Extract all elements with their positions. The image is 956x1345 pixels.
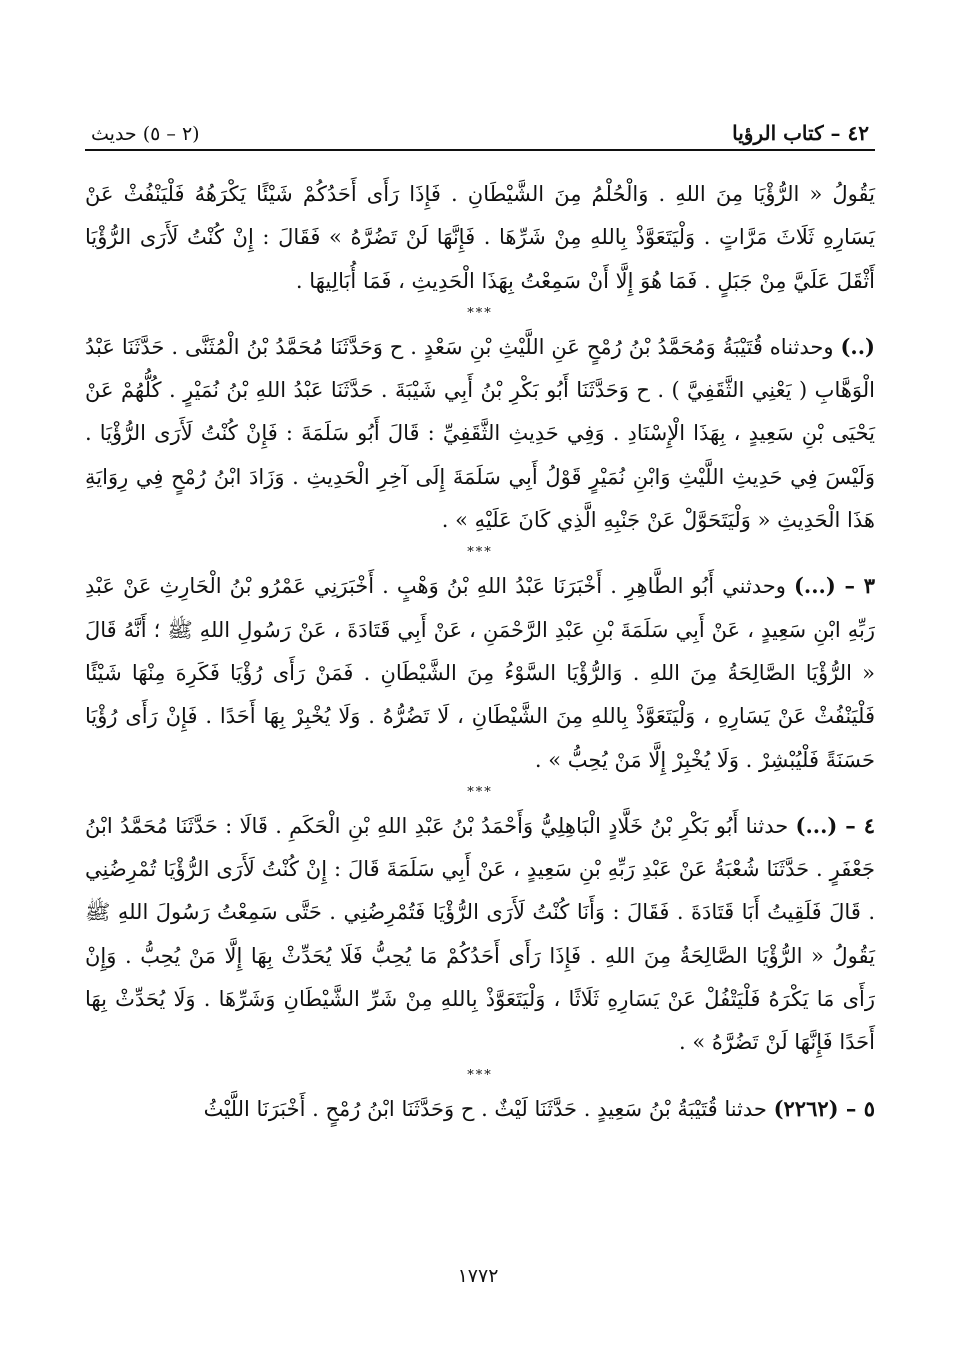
chapter-title: ٤٢ – كتاب الرؤيا — [732, 121, 869, 145]
hadith-number: ٥ – (٢٢٦٢) — [773, 1095, 875, 1121]
section-separator: *** — [467, 1067, 493, 1083]
hadith-number: ٣ – (...) — [794, 573, 875, 599]
hadith-range: (٢ – ٥) حديث — [91, 123, 200, 145]
section-separator: *** — [467, 545, 493, 561]
paragraph-text: يَقُولُ « الرُّؤْيَا مِنَ اللهِ . وَالْحُلْمُ مِنَ الشَّيْطَانِ . فَإِذَا رَأَى أَحَدُكُمْ شَيْئًا يَكْرَهُهُ فَلْيَنْفُثْ عَنْ يَسَارِهِ ثَلَاثَ مَرَّاتٍ . وَلْيَتَعَوَّذْ بِاللهِ مِنْ شَرِّهَا . فَإِنَّهَا لَنْ تَضُرَّهُ » فَقَالَ : إِنْ كُنْتُ لَأَرَى الرُّؤْيَا أَثْقَلَ عَلَيَّ مِنْ جَبَلٍ . فَمَا هُوَ إِلَّا أَنْ سَمِعْتُ بِهَذَا الْحَدِيثِ ، فَمَا أُبَالِيهَا . — [85, 182, 875, 293]
book-page — [85, 105, 875, 1131]
paragraph-text: حدثنا قُتَيْبَةُ بْنُ سَعِيدٍ . حَدَّثَنَا لَيْثٌ . ح وَحَدَّثَنَا ابْنُ رُمْحٍ . أَخْبَرَنَا اللَّيْثُ — [203, 1096, 767, 1121]
paragraph-hadith-4 — [85, 804, 875, 1065]
page-number: ١٧٧٢ — [457, 1265, 499, 1287]
paragraph-text: وحدثني أَبُو الطَّاهِرِ . أَخْبَرَنَا عَبْدُ اللهِ بْنُ وَهْبٍ . أَخْبَرَنِي عَمْرُو بْنُ الْحَارِثِ عَنْ عَبْدِ رَبِّهِ ابْنِ سَعِيدٍ ، عَنْ أَبِي سَلَمَةَ بْنِ عَبْدِ الرَّحْمَنِ ، عَنْ أَبِي قَتَادَةَ ، عَنْ رَسُولِ اللهِ ﷺ ؛ أَنَّهُ قَالَ « الرُّؤْيَا الصَّالِحَةُ مِنَ اللهِ . وَالرُّؤْيَا السَّوْءُ مِنَ الشَّيْطَانِ . فَمَنْ رَأَى رُؤْيَا فَكَرِهَ مِنْهَا شَيْئًا فَلْيَنْفُثْ عَنْ يَسَارِهِ ، وَلْيَتَعَوَّذْ بِاللهِ مِنَ الشَّيْطَانِ ، لَا تَضُرُّهُ . وَلَا يُخْبِرْ بِهَا أَحَدًا . فَإِنْ رَأَى رُؤْيَا حَسَنَةً فَلْيُبْشِرْ . وَلَا يُخْبِرْ إِلَّا مَنْ يُحِبُّ » . — [85, 574, 875, 772]
section-separator: *** — [467, 784, 493, 800]
hadith-number: (..) — [840, 333, 875, 359]
paragraph-text: وحدثناه قُتَيْبَةُ وَمُحَمَّدُ بْنُ رُمْحٍ عَنِ اللَّيْثِ بْنِ سَعْدٍ . ح وَحَدَّثَنَا مُحَمَّدُ بْنُ الْمُثَنَّى . حَدَّثَنَا عَبْدُ الْوَهَّابِ ( يَعْنِي الثَّقَفِيَّ ) . ح وَحَدَّثَنَا أَبُو بَكْرِ بْنُ أَبِي شَيْبَةَ . حَدَّثَنَا عَبْدُ اللهِ بْنُ نُمَيْرٍ . كُلُّهُمْ عَنْ يَحْيَى بْنِ سَعِيدٍ ، بِهَذَا الْإِسْنَادِ . وَفِي حَدِيثِ الثَّقَفِيِّ : قَالَ أَبُو سَلَمَةَ : فَإِنْ كُنْتُ لَأَرَى الرُّؤْيَا . وَلَيْسَ فِي حَدِيثِ اللَّيْثِ وَابْنِ نُمَيْرٍ قَوْلُ أَبِي سَلَمَةَ إِلَى آخِرِ الْحَدِيثِ . وَزَادَ ابْنُ رُمْحٍ فِي رِوَايَةِ هَذَا الْحَدِيثِ « وَلْيَتَحَوَّلْ عَنْ جَنْبِهِ الَّذِي كَانَ عَلَيْهِ » . — [85, 334, 875, 533]
hadith-number: ٤ – (...) — [795, 812, 875, 838]
page-body — [85, 173, 875, 1131]
paragraph-hadith — [85, 325, 875, 542]
paragraph-text: حدثنا أَبُو بَكْرِ بْنُ خَلَّادٍ الْبَاهِلِيُّ وَأَحْمَدُ بْنُ عَبْدِ اللهِ بْنِ الْحَكَمِ . قَالَا : حَدَّثَنَا مُحَمَّدُ ابْنُ جَعْفَرٍ . حَدَّثَنَا شُعْبَةُ عَنْ عَبْدِ رَبِّهِ بْنِ سَعِيدٍ ، عَنْ أَبِي سَلَمَةَ قَالَ : إِنْ كُنْتُ لَأَرَى الرُّؤْيَا تُمْرِضُنِي . قَالَ فَلَقِيتُ أَبَا قَتَادَةَ . فَقَالَ : وَأَنَا كُنْتُ لَأَرَى الرُّؤْيَا فَتُمْرِضُنِي . حَتَّى سَمِعْتُ رَسُولَ اللهِ ﷺ يَقُولُ « الرُّؤْيَا الصَّالِحَةُ مِنَ اللهِ . فَإِذَا رَأَى أَحَدُكُمْ مَا يُحِبُّ فَلَا يُحَدِّثْ بِهَا إِلَّا مَنْ يُحِبُّ . وَإِنْ رَأَى مَا يَكْرَهُ فَلْيَتْفُلْ عَنْ يَسَارِهِ ثَلَاثًا ، وَلْيَتَعَوَّذْ بِاللهِ مِنْ شَرِّ الشَّيْطَانِ وَشَرِّهَا . وَلَا يُحَدِّثْ بِهَا أَحَدًا فَإِنَّهَا لَنْ تَضُرَّهُ » . — [85, 813, 875, 1055]
running-header — [85, 105, 875, 151]
paragraph-hadith-3 — [85, 564, 875, 781]
paragraph-continuation — [85, 173, 875, 303]
paragraph-hadith-5 — [85, 1087, 875, 1131]
section-separator: *** — [467, 305, 493, 321]
